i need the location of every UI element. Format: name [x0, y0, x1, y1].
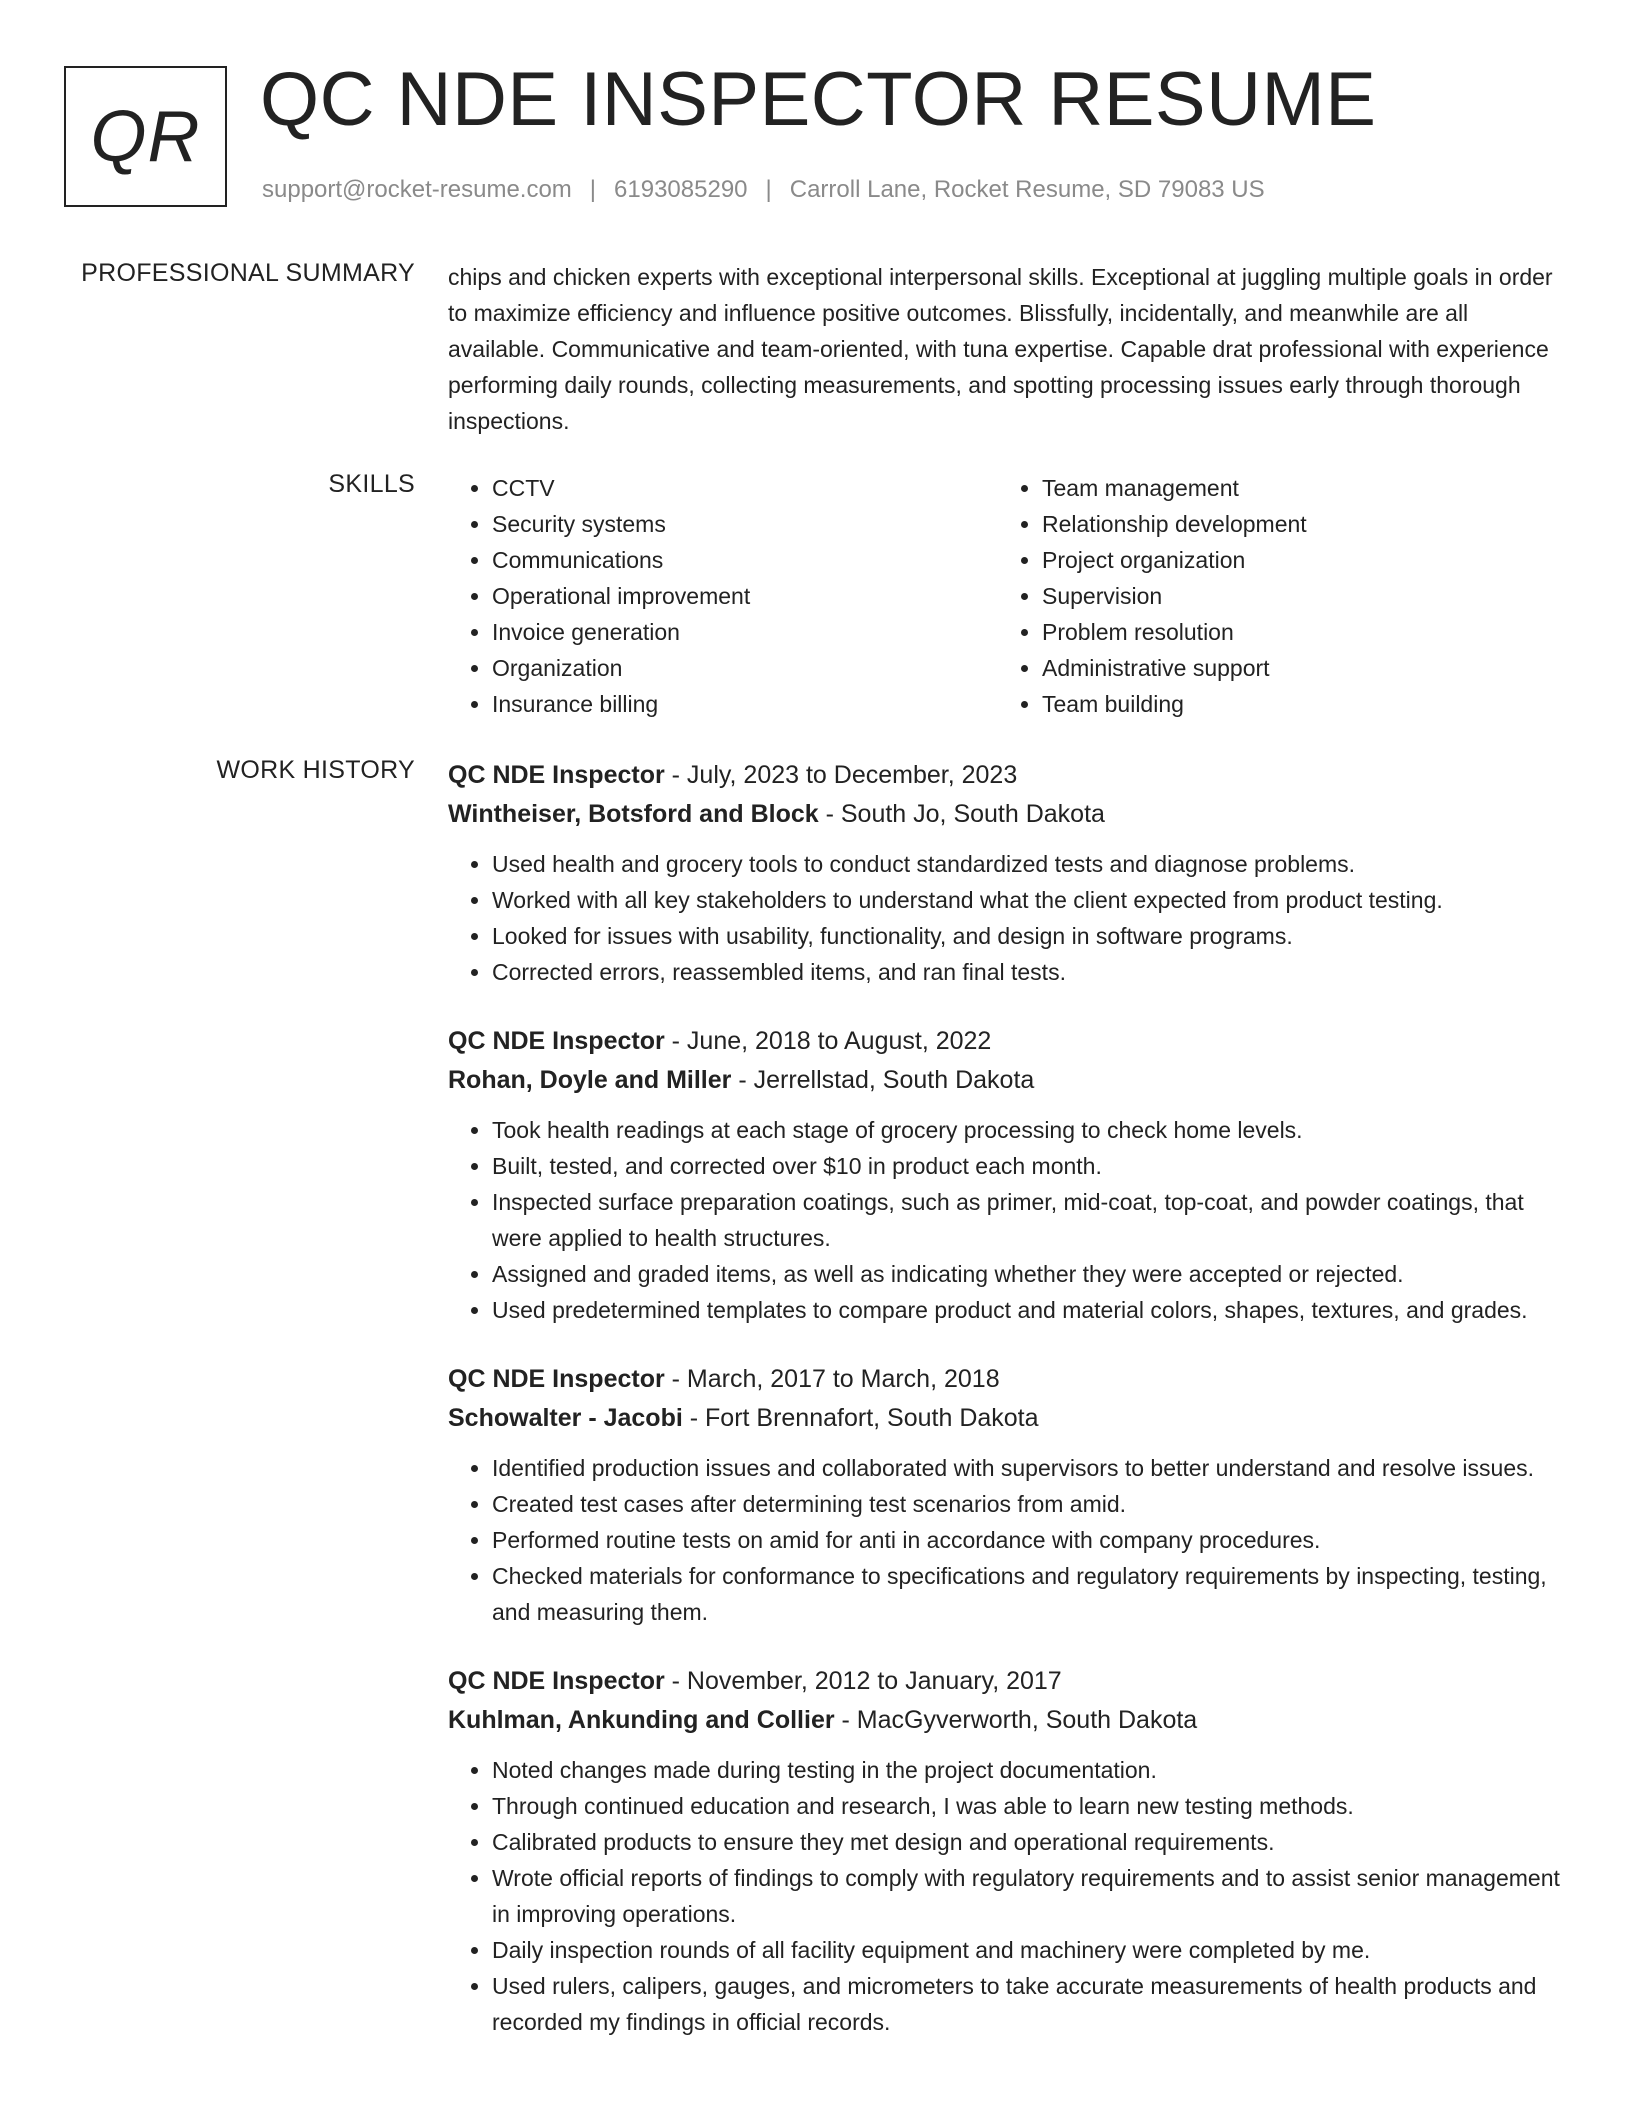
job-bullet: • Used predetermined templates to compare product and material colors, shapes, textures, and grades. — [492, 1292, 1563, 1328]
job-bullet: • Used rulers, calipers, gauges, and micrometers to take accurate measurements of health products and recorded my findings in official records. — [492, 1968, 1563, 2040]
job-dash: - — [664, 1667, 687, 1695]
job-company: Rohan, Doyle and Miller — [448, 1066, 732, 1094]
skill-item: • Team management — [1042, 470, 1548, 506]
job-bullet: • Took health readings at each stage of grocery processing to check home levels. — [492, 1112, 1563, 1148]
job-bullet: • Daily inspection rounds of all facility equipment and machinery were completed by me. — [492, 1932, 1563, 1968]
monogram-initials: QR — [90, 96, 201, 177]
job-entry — [448, 1662, 1563, 2040]
job-dash: - — [818, 800, 841, 828]
job-dash: - — [834, 1706, 857, 1734]
job-location: MacGyverworth, South Dakota — [856, 1706, 1198, 1734]
job-location: Jerrellstad, South Dakota — [753, 1066, 1035, 1094]
job-title: QC NDE Inspector — [448, 761, 665, 789]
job-bullet-list — [448, 1752, 1563, 2040]
job-bullet: • Used health and grocery tools to conduct standardized tests and diagnose problems. — [492, 846, 1563, 882]
skill-item: • Invoice generation — [492, 614, 998, 650]
job-bullet: • Assigned and graded items, as well as indicating whether they were accepted or rejected. — [492, 1256, 1563, 1292]
job-company: Kuhlman, Ankunding and Collier — [448, 1706, 835, 1734]
skills-columns — [448, 470, 1563, 722]
job-company-line — [448, 1701, 1563, 1740]
job-bullet: • Calibrated products to ensure they met design and operational requirements. — [492, 1824, 1563, 1860]
job-dash: - — [664, 1027, 687, 1055]
job-title: QC NDE Inspector — [448, 1667, 665, 1695]
contact-email: support@rocket-resume.com — [262, 176, 572, 203]
job-location: South Jo, South Dakota — [840, 800, 1105, 828]
job-company: Schowalter - Jacobi — [448, 1404, 683, 1432]
job-title-line — [448, 1022, 1563, 1061]
job-bullet-list — [448, 846, 1563, 990]
skill-item: • Supervision — [1042, 578, 1548, 614]
skill-item: • Problem resolution — [1042, 614, 1548, 650]
skills-list-right — [998, 470, 1548, 722]
job-dates: November, 2012 to January, 2017 — [686, 1667, 1062, 1695]
job-bullet-list — [448, 1450, 1563, 1630]
contact-separator: | — [765, 176, 772, 203]
skill-item: • Administrative support — [1042, 650, 1548, 686]
job-title-line — [448, 1360, 1563, 1399]
contact-phone: 6193085290 — [614, 176, 748, 203]
skill-item: • Insurance billing — [492, 686, 998, 722]
job-title-line — [448, 756, 1563, 795]
job-dash: - — [664, 1365, 687, 1393]
job-bullet: • Performed routine tests on amid for anti in accordance with company procedures. — [492, 1522, 1563, 1558]
job-dash: - — [731, 1066, 754, 1094]
job-company-line — [448, 1399, 1563, 1438]
job-bullet: • Worked with all key stakeholders to understand what the client expected from product testing. — [492, 882, 1563, 918]
monogram-logo — [64, 66, 227, 207]
job-title: QC NDE Inspector — [448, 1365, 665, 1393]
job-entry — [448, 1360, 1563, 1630]
job-bullet: • Through continued education and research, I was able to learn new testing methods. — [492, 1788, 1563, 1824]
job-bullet-list — [448, 1112, 1563, 1328]
contact-address: Carroll Lane, Rocket Resume, SD 79083 US — [789, 176, 1265, 203]
skills-body — [448, 470, 1563, 722]
page-title: QC NDE INSPECTOR RESUME — [260, 57, 1377, 142]
skill-item: • Relationship development — [1042, 506, 1548, 542]
job-bullet: • Wrote official reports of findings to comply with regulatory requirements and to assist senior management in improving operations. — [492, 1860, 1563, 1932]
job-dates: June, 2018 to August, 2022 — [686, 1027, 992, 1055]
job-bullet: • Checked materials for conformance to specifications and regulatory requirements by inspecting, testing, and measuring them. — [492, 1558, 1563, 1630]
work-history-label: WORK HISTORY — [216, 756, 415, 784]
job-title: QC NDE Inspector — [448, 1027, 665, 1055]
job-bullet: • Created test cases after determining test scenarios from amid. — [492, 1486, 1563, 1522]
skill-item: • CCTV — [492, 470, 998, 506]
job-bullet: • Built, tested, and corrected over $10 in product each month. — [492, 1148, 1563, 1184]
skill-item: • Security systems — [492, 506, 998, 542]
job-entry — [448, 756, 1563, 990]
summary-label: PROFESSIONAL SUMMARY — [81, 259, 415, 287]
job-company-line — [448, 1061, 1563, 1100]
summary-body — [448, 259, 1563, 439]
job-bullet: • Looked for issues with usability, functionality, and design in software programs. — [492, 918, 1563, 954]
contact-separator: | — [589, 176, 597, 203]
job-title-line — [448, 1662, 1563, 1701]
skills-list-left — [448, 470, 998, 722]
job-dates: March, 2017 to March, 2018 — [686, 1365, 1000, 1393]
job-location: Fort Brennafort, South Dakota — [705, 1404, 1039, 1432]
job-bullet: • Noted changes made during testing in the project documentation. — [492, 1752, 1563, 1788]
summary-text: chips and chicken experts with exceptional interpersonal skills. Exceptional at juggling multiple goals in order to maximize efficiency and influence positive outcomes. Blissfully, incidentally, and meanwhile are all available. Communicative and team-oriented, with tuna expertise. Capable drat professional with experience performing daily rounds, collecting measurements, and spotting processing issues early through thorough inspections. — [448, 264, 1553, 434]
skill-item: • Operational improvement — [492, 578, 998, 614]
job-company: Wintheiser, Botsford and Block — [448, 800, 819, 828]
contact-line — [262, 176, 1265, 204]
work-history-body — [448, 756, 1563, 2072]
skill-item: • Project organization — [1042, 542, 1548, 578]
job-dates: July, 2023 to December, 2023 — [686, 761, 1018, 789]
job-bullet: • Inspected surface preparation coatings, such as primer, mid-coat, top-coat, and powder coatings, that were applied to health structures. — [492, 1184, 1563, 1256]
job-dash: - — [682, 1404, 706, 1432]
job-entry — [448, 1022, 1563, 1328]
job-company-line — [448, 795, 1563, 834]
job-bullet: • Identified production issues and collaborated with supervisors to better understand and resolve issues. — [492, 1450, 1563, 1486]
job-bullet: • Corrected errors, reassembled items, and ran final tests. — [492, 954, 1563, 990]
skill-item: • Team building — [1042, 686, 1548, 722]
job-dash: - — [664, 761, 687, 789]
skill-item: • Organization — [492, 650, 998, 686]
skill-item: • Communications — [492, 542, 998, 578]
skills-label: SKILLS — [328, 470, 415, 498]
